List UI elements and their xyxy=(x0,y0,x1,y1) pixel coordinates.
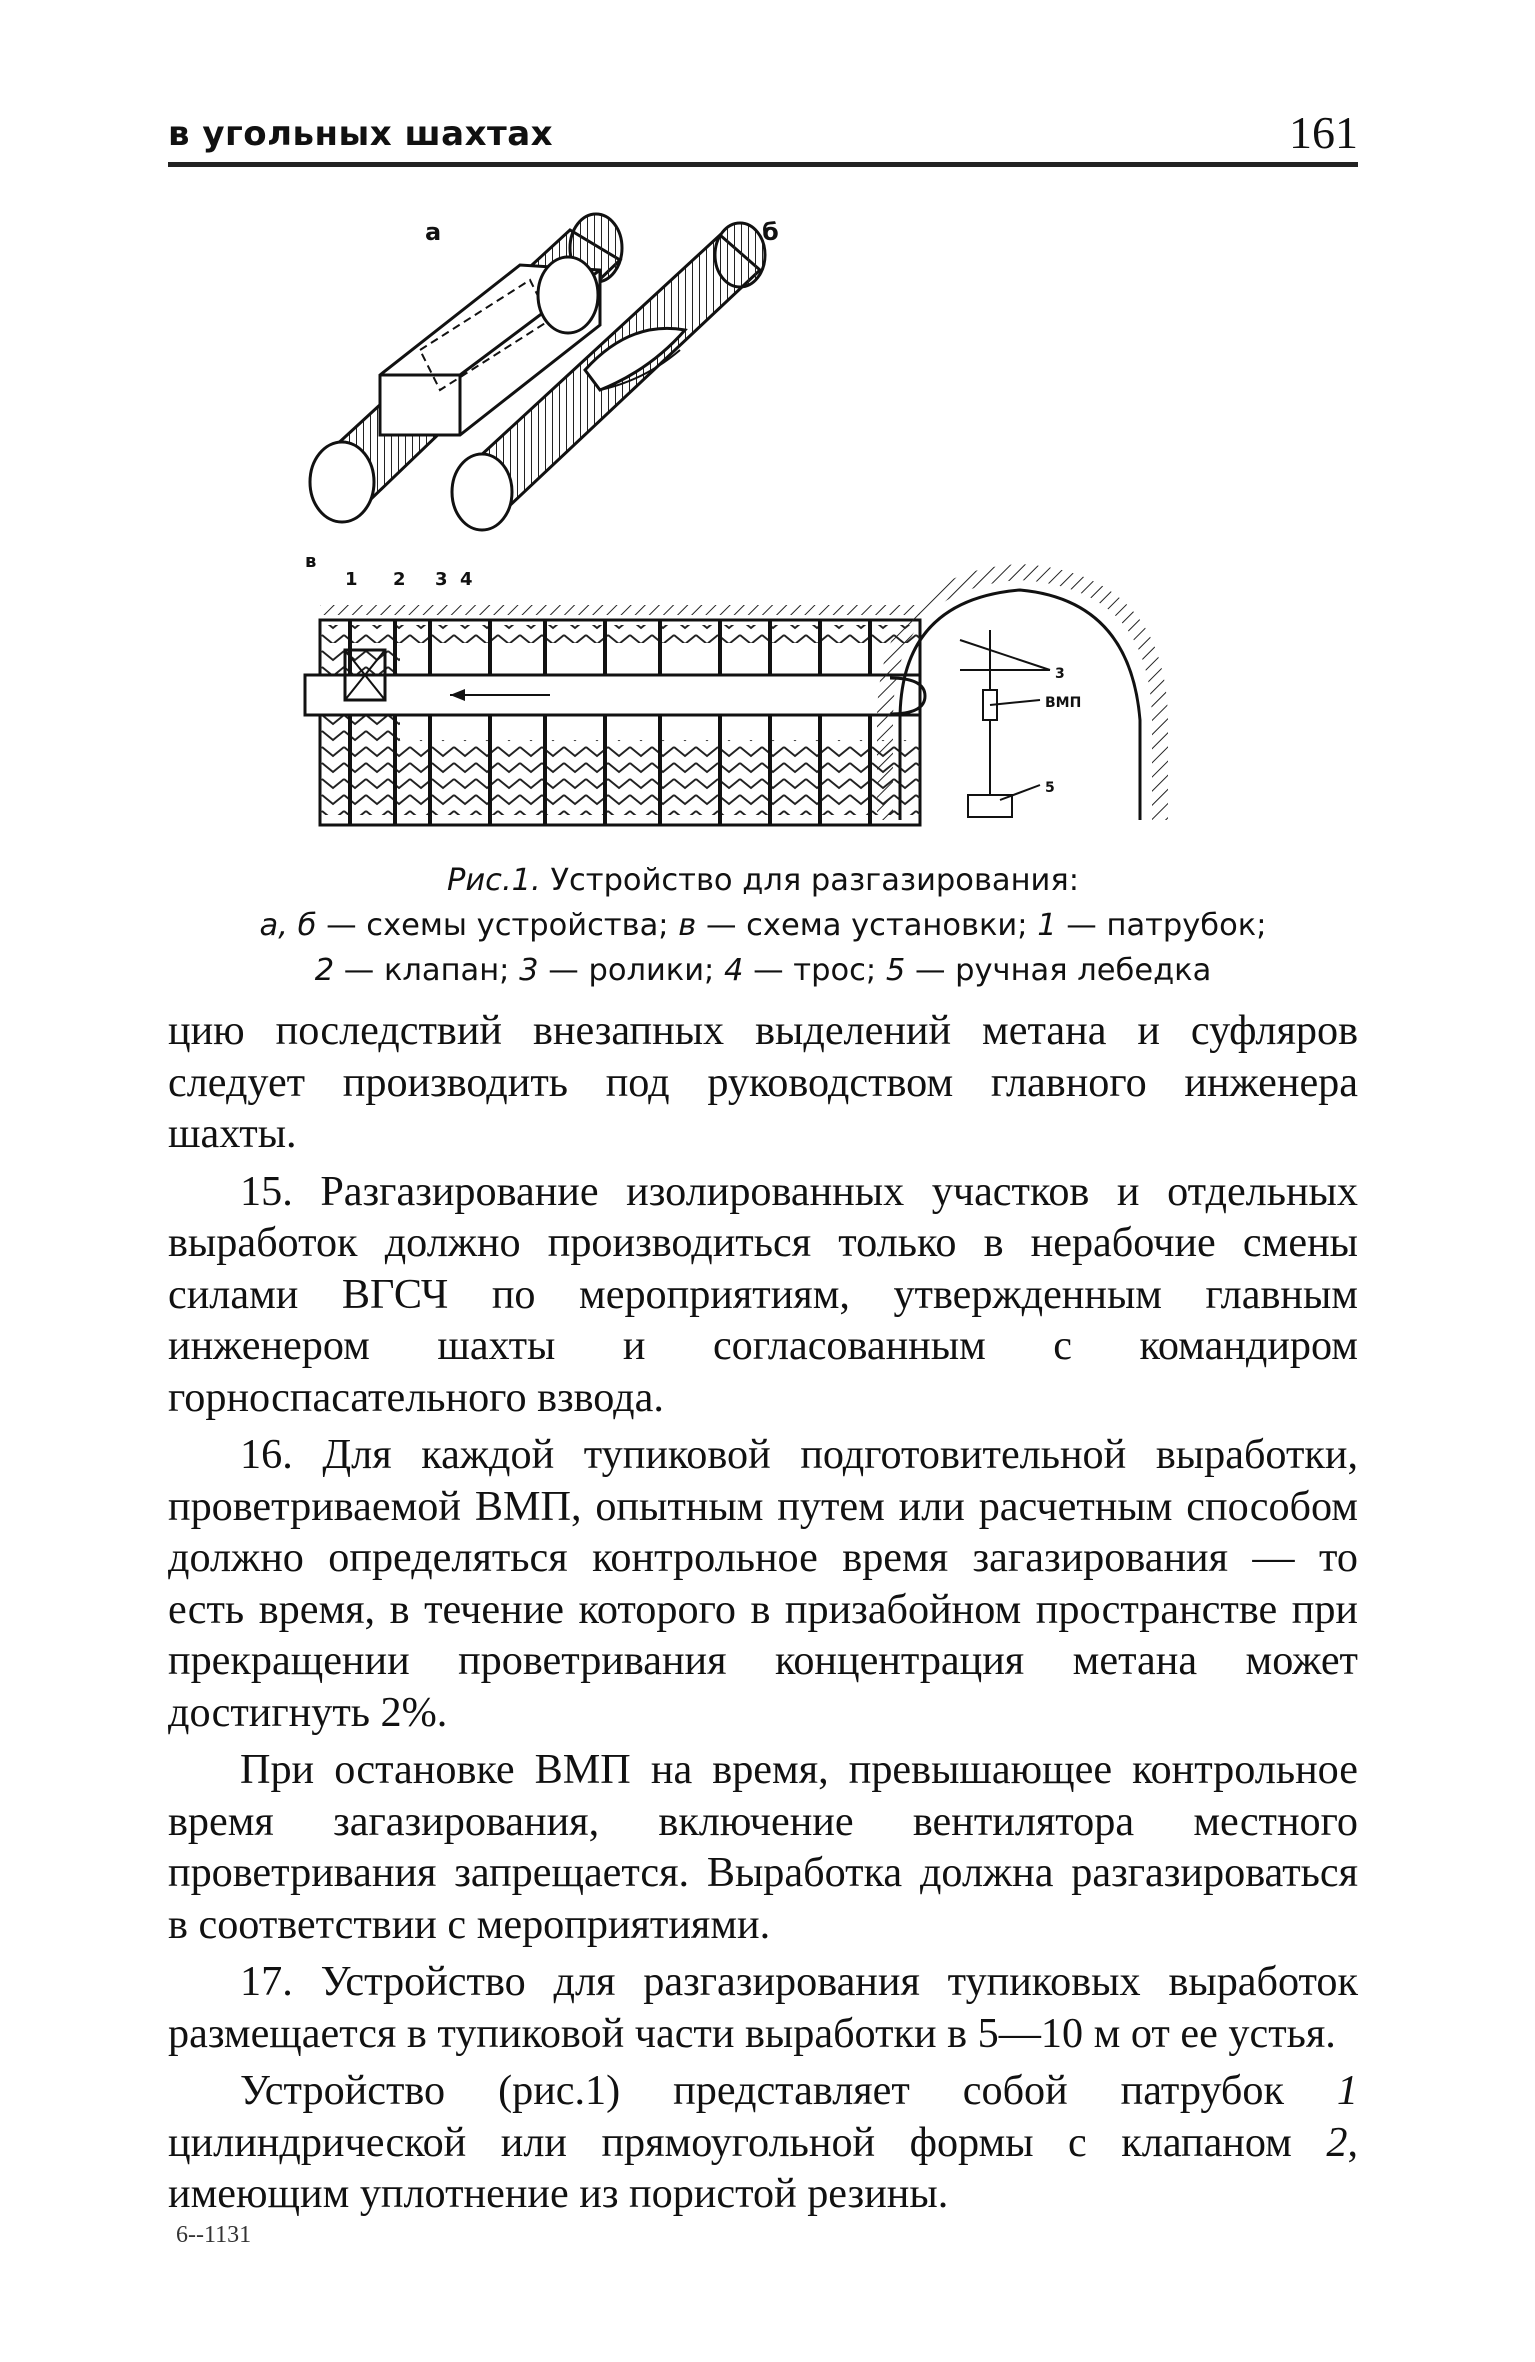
caption-seg: — ролики; xyxy=(538,953,725,988)
callout-3-right: 3 xyxy=(1055,666,1065,682)
callout-3: 3 xyxy=(435,569,448,590)
caption-seg: — патрубок; xyxy=(1056,908,1267,943)
paragraph-text: 17. Устройство для разгазирования тупиковых выработок размещается в тупиковой части выработки в 5—10 м от ее устья. xyxy=(168,1958,1358,2057)
callout-vmp: ВМП xyxy=(1045,695,1082,711)
caption-seg: — клапан; xyxy=(334,953,520,988)
paragraph xyxy=(168,1005,1358,1160)
caption-seg: — трос; xyxy=(743,953,886,988)
paragraph xyxy=(168,1744,1358,1950)
caption-seg: — ручная лебедка xyxy=(905,953,1212,988)
figure-1-drawing xyxy=(300,200,1200,850)
paragraph-text: 16. Для каждой тупиковой подготовительной выработки, проветриваемой ВМП, опытным путем или расчетным способом должно определяться контрольное время загазирования — то есть время, в течение которого в призабойном пространстве при прекращении проветривания концентрация метана может достигнуть 2%. xyxy=(168,1431,1358,1736)
caption-seg: — схемы устройства; xyxy=(316,908,679,943)
paragraph xyxy=(168,1166,1358,1424)
caption-fig-ref: Рис.1. xyxy=(446,863,541,898)
callout-2: 2 xyxy=(393,569,406,590)
paragraph-text: 15. Разгазирование изолированных участков и отдельных выработок должно производиться только в нерабочие смены силами ВГСЧ по мероприятиям, утвержденным главным инженером шахты и согласованным с командиром горноспасательного взвода. xyxy=(168,1167,1358,1421)
caption-seg: 5 xyxy=(885,953,906,988)
caption-seg: 2 xyxy=(314,953,335,988)
paragraph xyxy=(168,1429,1358,1738)
paragraph-text: , имеющим уплотнение из пористой резины. xyxy=(168,2118,1358,2217)
paragraph-text: цилиндрической или прямоугольной формы с клапаном xyxy=(168,2118,1327,2166)
caption-seg: а, б xyxy=(259,908,317,943)
paragraph xyxy=(168,1956,1358,2059)
caption-line-2 xyxy=(168,903,1358,948)
paragraph-text: цию последствий внезапных выделений метана и суфляров следует производить под руководством главного инженера шахты. xyxy=(168,1007,1358,1157)
header-rule xyxy=(168,162,1358,167)
running-title: в угольных шахтах xyxy=(168,114,554,154)
label-v: в xyxy=(305,551,317,572)
figure-caption xyxy=(168,858,1358,993)
caption-line-1 xyxy=(168,858,1358,903)
caption-seg: — схема установки; xyxy=(696,908,1038,943)
ref-number-2: 2 xyxy=(1326,2118,1348,2166)
caption-seg: 1 xyxy=(1037,908,1057,943)
page-number: 161 xyxy=(1289,107,1358,158)
label-b: б xyxy=(762,218,779,246)
running-header xyxy=(168,108,1358,166)
paragraph-text: Устройство (рис.1) представляет собой патрубок xyxy=(240,2067,1337,2114)
callout-1: 1 xyxy=(345,569,358,590)
paragraph-text: При остановке ВМП на время, превышающее контрольное время загазирования, включение вентилятора местного проветривания запрещается. Выработка должна разгазироваться в соответствии с мероприятиями. xyxy=(168,1746,1358,1948)
installation-drawing xyxy=(305,572,1160,825)
caption-seg: 3 xyxy=(519,953,539,988)
callout-4: 4 xyxy=(460,569,473,590)
paragraph xyxy=(168,2065,1358,2220)
caption-line-3 xyxy=(168,948,1358,993)
caption-seg: в xyxy=(678,908,697,943)
ref-number-1: 1 xyxy=(1336,2067,1358,2114)
body-text xyxy=(168,1005,1358,2220)
callout-5: 5 xyxy=(1045,780,1055,796)
caption-title: Устройство для разгазирования: xyxy=(550,863,1080,898)
label-a: а xyxy=(425,218,442,246)
caption-seg: 4 xyxy=(724,953,744,988)
printer-signature: 6--1131 xyxy=(176,2222,252,2248)
